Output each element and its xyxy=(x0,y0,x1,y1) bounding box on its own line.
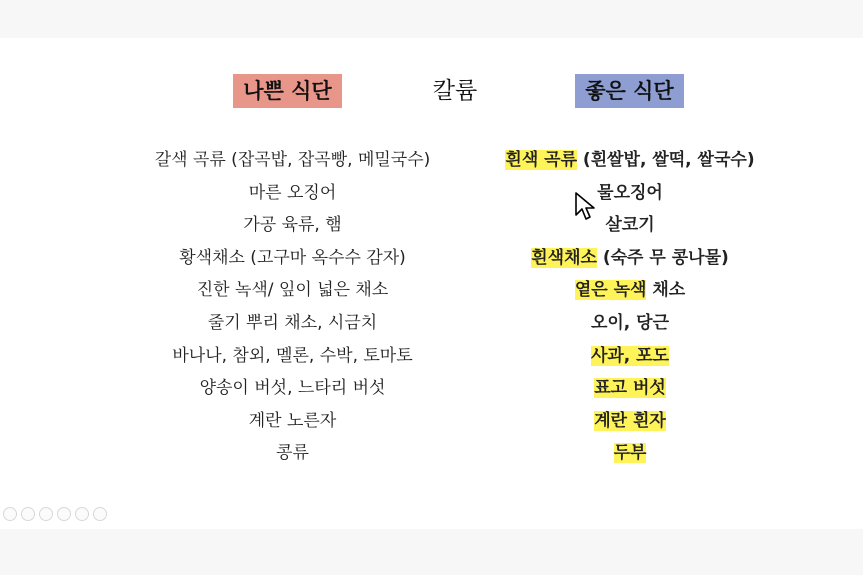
slides-icon[interactable] xyxy=(57,507,71,521)
good-item xyxy=(470,209,790,242)
bad-item: 마른 오징어 xyxy=(248,182,337,203)
good-item-rest: 채소 xyxy=(646,280,686,301)
bad-diet-list xyxy=(120,144,465,470)
prev-icon[interactable] xyxy=(3,507,17,521)
good-diet-heading: 좋은 식단 xyxy=(575,74,684,108)
bad-item: 바나나, 참외, 멜론, 수박, 토마토 xyxy=(172,345,413,366)
good-item-highlight: 계란 흰자 xyxy=(594,410,666,431)
top-margin xyxy=(0,0,863,38)
good-item-rest: 물오징어 xyxy=(597,182,663,203)
bad-item: 진한 녹색/ 잎이 넓은 채소 xyxy=(196,280,389,301)
good-item xyxy=(470,437,790,470)
bad-item: 양송이 버섯, 느타리 버섯 xyxy=(199,378,386,399)
good-item-highlight: 흰색채소 xyxy=(531,247,597,268)
good-item xyxy=(470,372,790,405)
good-item xyxy=(470,177,790,210)
slideshow-controls xyxy=(3,507,107,521)
bad-item: 갈색 곡류 (잡곡밥, 잡곡빵, 메밀국수) xyxy=(154,150,431,170)
good-item xyxy=(470,274,790,307)
good-item-highlight: 흰색 곡류 xyxy=(505,150,577,170)
good-item-rest: (숙주 무 콩나물) xyxy=(596,247,729,268)
good-item-highlight: 두부 xyxy=(613,443,647,464)
good-item xyxy=(470,340,790,373)
bottom-margin xyxy=(0,529,863,575)
good-item-rest: (흰쌀밥, 쌀떡, 쌀국수) xyxy=(577,150,755,170)
bad-diet-heading: 나쁜 식단 xyxy=(233,74,342,108)
bad-item: 황색채소 (고구마 옥수수 감자) xyxy=(179,247,406,268)
good-item-highlight: 사과, 포도 xyxy=(590,345,670,366)
good-item xyxy=(470,144,790,177)
slide-header xyxy=(0,74,863,110)
potassium-heading: 칼륨 xyxy=(432,78,478,104)
good-item-highlight: 표고 버섯 xyxy=(594,378,666,399)
play-icon[interactable] xyxy=(21,507,35,521)
bad-item: 계란 노른자 xyxy=(248,410,337,431)
good-item-rest: 살코기 xyxy=(605,215,655,236)
good-item xyxy=(470,307,790,340)
slide xyxy=(0,38,863,529)
bad-item: 줄기 뿌리 채소, 시금치 xyxy=(207,312,378,333)
good-diet-list xyxy=(470,144,790,470)
bad-item: 가공 육류, 햄 xyxy=(243,215,342,236)
zoom-icon[interactable] xyxy=(75,507,89,521)
good-item-rest: 오이, 당근 xyxy=(590,312,670,333)
more-icon[interactable] xyxy=(93,507,107,521)
pen-icon[interactable] xyxy=(39,507,53,521)
mouse-pointer-icon xyxy=(574,191,598,221)
good-item-highlight: 옅은 녹색 xyxy=(574,280,647,301)
bad-item: 콩류 xyxy=(276,443,309,464)
good-item xyxy=(470,405,790,438)
good-item xyxy=(470,242,790,275)
